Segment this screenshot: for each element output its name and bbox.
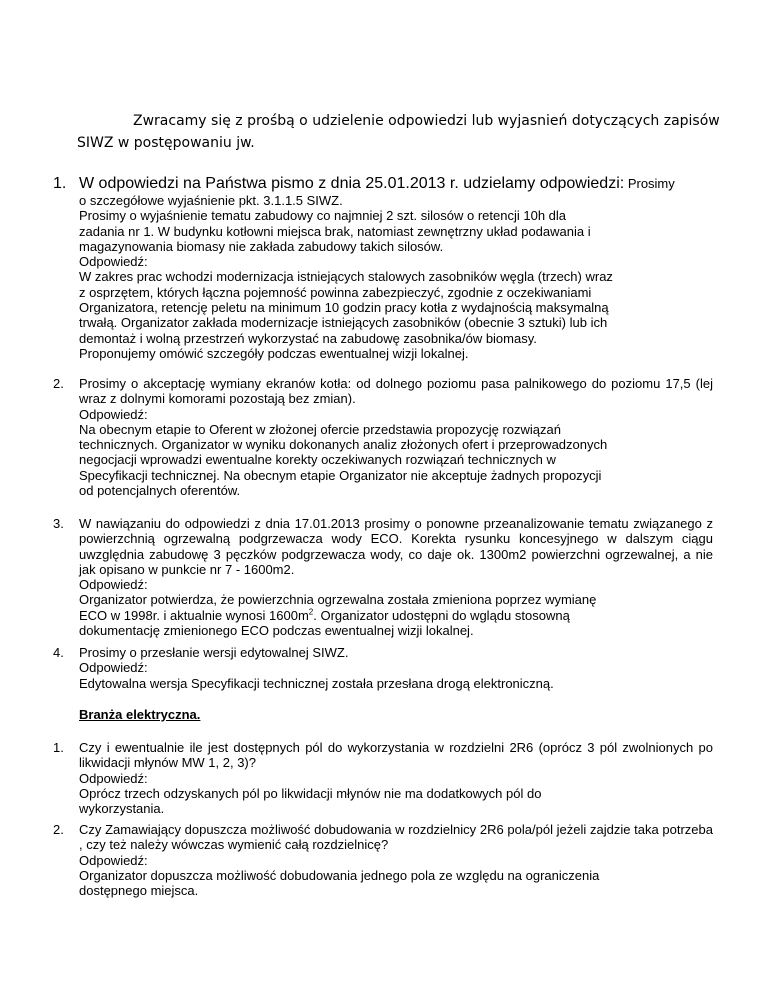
answer-label: Odpowiedź: xyxy=(79,660,148,676)
q4-line: Edytowalna wersja Specyfikacji technicznej została przesłana drogą elektroniczną. xyxy=(79,675,554,691)
item-number: 2. xyxy=(53,822,64,837)
q1-line: trwałą. Organizator zakłada modernizacje istniejących zasobników (obecnie 3 sztuki) lub ich xyxy=(79,315,608,331)
item-number: 1. xyxy=(53,175,67,192)
intro-line-1: Zwracamy się z prośbą o udzielenie odpowiedzi lub wyjasnień dotyczących zapisów xyxy=(133,113,720,129)
q2-line: negocjacji wprowadzi ewentualne korekty oczekiwanych rozwiązań technicznych w xyxy=(79,452,556,468)
q3-line-part: ECO w 1998r. i aktualnie wynosi 1600m xyxy=(79,607,309,623)
q1-line: Organizatora, retencję peletu na minimum 10 godzin pracy kotła z wydajnością maksymalną xyxy=(79,300,609,316)
q2-line: od potencjalnych oferentów. xyxy=(79,483,241,499)
q2-question: Prosimy o akceptację wymiany ekranów kotła: od dolnego poziomu pasa palnikowego do poziomu 17,5 (lej wraz z dolnymi komorami pozostają bez zmian). xyxy=(79,376,713,407)
q2-line: Na obecnym etapie to Oferent w złożonej ofercie przedstawia propozycję rozwiązań xyxy=(79,421,561,437)
e2-line: dostępnego miejsca. xyxy=(79,883,199,899)
q1-line: zadania nr 1. W budynku kotłowni miejsca brak, natomiast zewnętrzny układ podawania i xyxy=(79,223,591,239)
item-number: 3. xyxy=(53,516,64,531)
q1-line: Prosimy o wyjaśnienie tematu zabudowy co najmniej 2 szt. silosów o retencji 10h dla xyxy=(79,208,567,224)
question-2 xyxy=(53,376,713,498)
superscript: 2 xyxy=(308,607,314,617)
q1-line: magazynowania biomasy nie zakłada zabudowy takich silosów. xyxy=(79,238,444,254)
answer-label: Odpowiedź: xyxy=(79,254,148,270)
intro-line-2: SIWZ w postępowaniu jw. xyxy=(77,135,255,151)
q1-lead-tail: Prosimy xyxy=(624,176,675,191)
q1-line: W zakres prac wchodzi modernizacja istniejących stalowych zasobników węgla (trzech) wraz xyxy=(79,269,613,285)
electrical-question-1 xyxy=(53,740,713,816)
e2-line: Organizator dopuszcza możliwość dobudowania jednego pola ze względu na ograniczenia xyxy=(79,867,600,883)
q3-line: Organizator potwierdza, że powierzchnia ogrzewalna została zmieniona poprzez wymianę xyxy=(79,592,597,608)
e1-line: wykorzystania. xyxy=(79,801,165,817)
q1-line: demontaż i wolną przestrzeń wykorzystać na zabudowę zasobnika/ów biomasy. xyxy=(79,330,537,346)
answer-label: Odpowiedź: xyxy=(79,852,148,868)
e1-question: Czy i ewentualnie ile jest dostępnych pól do wykorzystania w rozdzielni 2R6 (oprócz 3 pól zwolnionych po likwidacji młynów MW 1, 2, 3)? xyxy=(79,740,713,771)
section-heading: Branża elektryczna. xyxy=(79,707,201,722)
q3-question: W nawiązaniu do odpowiedzi z dnia 17.01.2013 prosimy o ponowne przeanalizowanie tematu związanego z powierzchnią ogrzewalną podgrzewacza wody ECO. Korekta rysunku koncesyjnego w dalszym ciągu uwzględnia zabudowę 3 pęczków podgrzewacza wody, co daje ok. 1300m2 powierzchni ogrzewalnej, a nie jak opisano w punkcie nr 7 - 1600m2. xyxy=(79,516,713,577)
q3-line: dokumentację zmienionego ECO podczas ewentualnej wizji lokalnej. xyxy=(79,623,474,639)
q2-line: Specyfikacji technicznej. Na obecnym etapie Organizator nie akceptuje żadnych propozycji xyxy=(79,467,602,483)
answer-label: Odpowiedź: xyxy=(79,770,148,786)
q2-line: technicznych. Organizator w wyniku dokonanych analiz złożonych ofert i przeprowadzonych xyxy=(79,437,608,453)
question-3 xyxy=(53,516,713,638)
q1-lead: W odpowiedzi na Państwa pismo z dnia 25.01.2013 r. udzielamy odpowiedzi: xyxy=(79,175,625,192)
q3-line xyxy=(79,608,713,623)
item-number: 2. xyxy=(53,376,64,391)
q4-line: Prosimy o przesłanie wersji edytowalnej SIWZ. xyxy=(79,645,349,660)
electrical-question-2 xyxy=(53,822,713,898)
e1-line: Oprócz trzech odzyskanych pól po likwidacji młynów nie ma dodatkowych pól do xyxy=(79,785,542,801)
q1-line: o szczegółowe wyjaśnienie pkt. 3.1.1.5 SIWZ. xyxy=(79,193,343,208)
item-number: 4. xyxy=(53,645,64,660)
q3-line-part: . Organizator udostępni do wglądu stosowną xyxy=(313,607,570,623)
question-1 xyxy=(53,175,713,361)
question-4 xyxy=(53,645,713,691)
answer-label: Odpowiedź: xyxy=(79,406,148,422)
q1-line: z osprzętem, których łączna pojemność powinna zabezpieczyć, zgodnie z oczekiwaniami xyxy=(79,284,592,300)
intro-paragraph xyxy=(77,110,733,154)
e2-question: Czy Zamawiający dopuszcza możliwość dobudowania w rozdzielnicy 2R6 pola/pól jeżeli zajdzie taka potrzeba , czy też należy wówczas wymienić całą rozdzielnicę? xyxy=(79,822,713,853)
q1-line: Proponujemy omówić szczegóły podczas ewentualnej wizji lokalnej. xyxy=(79,345,469,361)
item-number: 1. xyxy=(53,740,64,755)
answer-label: Odpowiedź: xyxy=(79,577,148,593)
